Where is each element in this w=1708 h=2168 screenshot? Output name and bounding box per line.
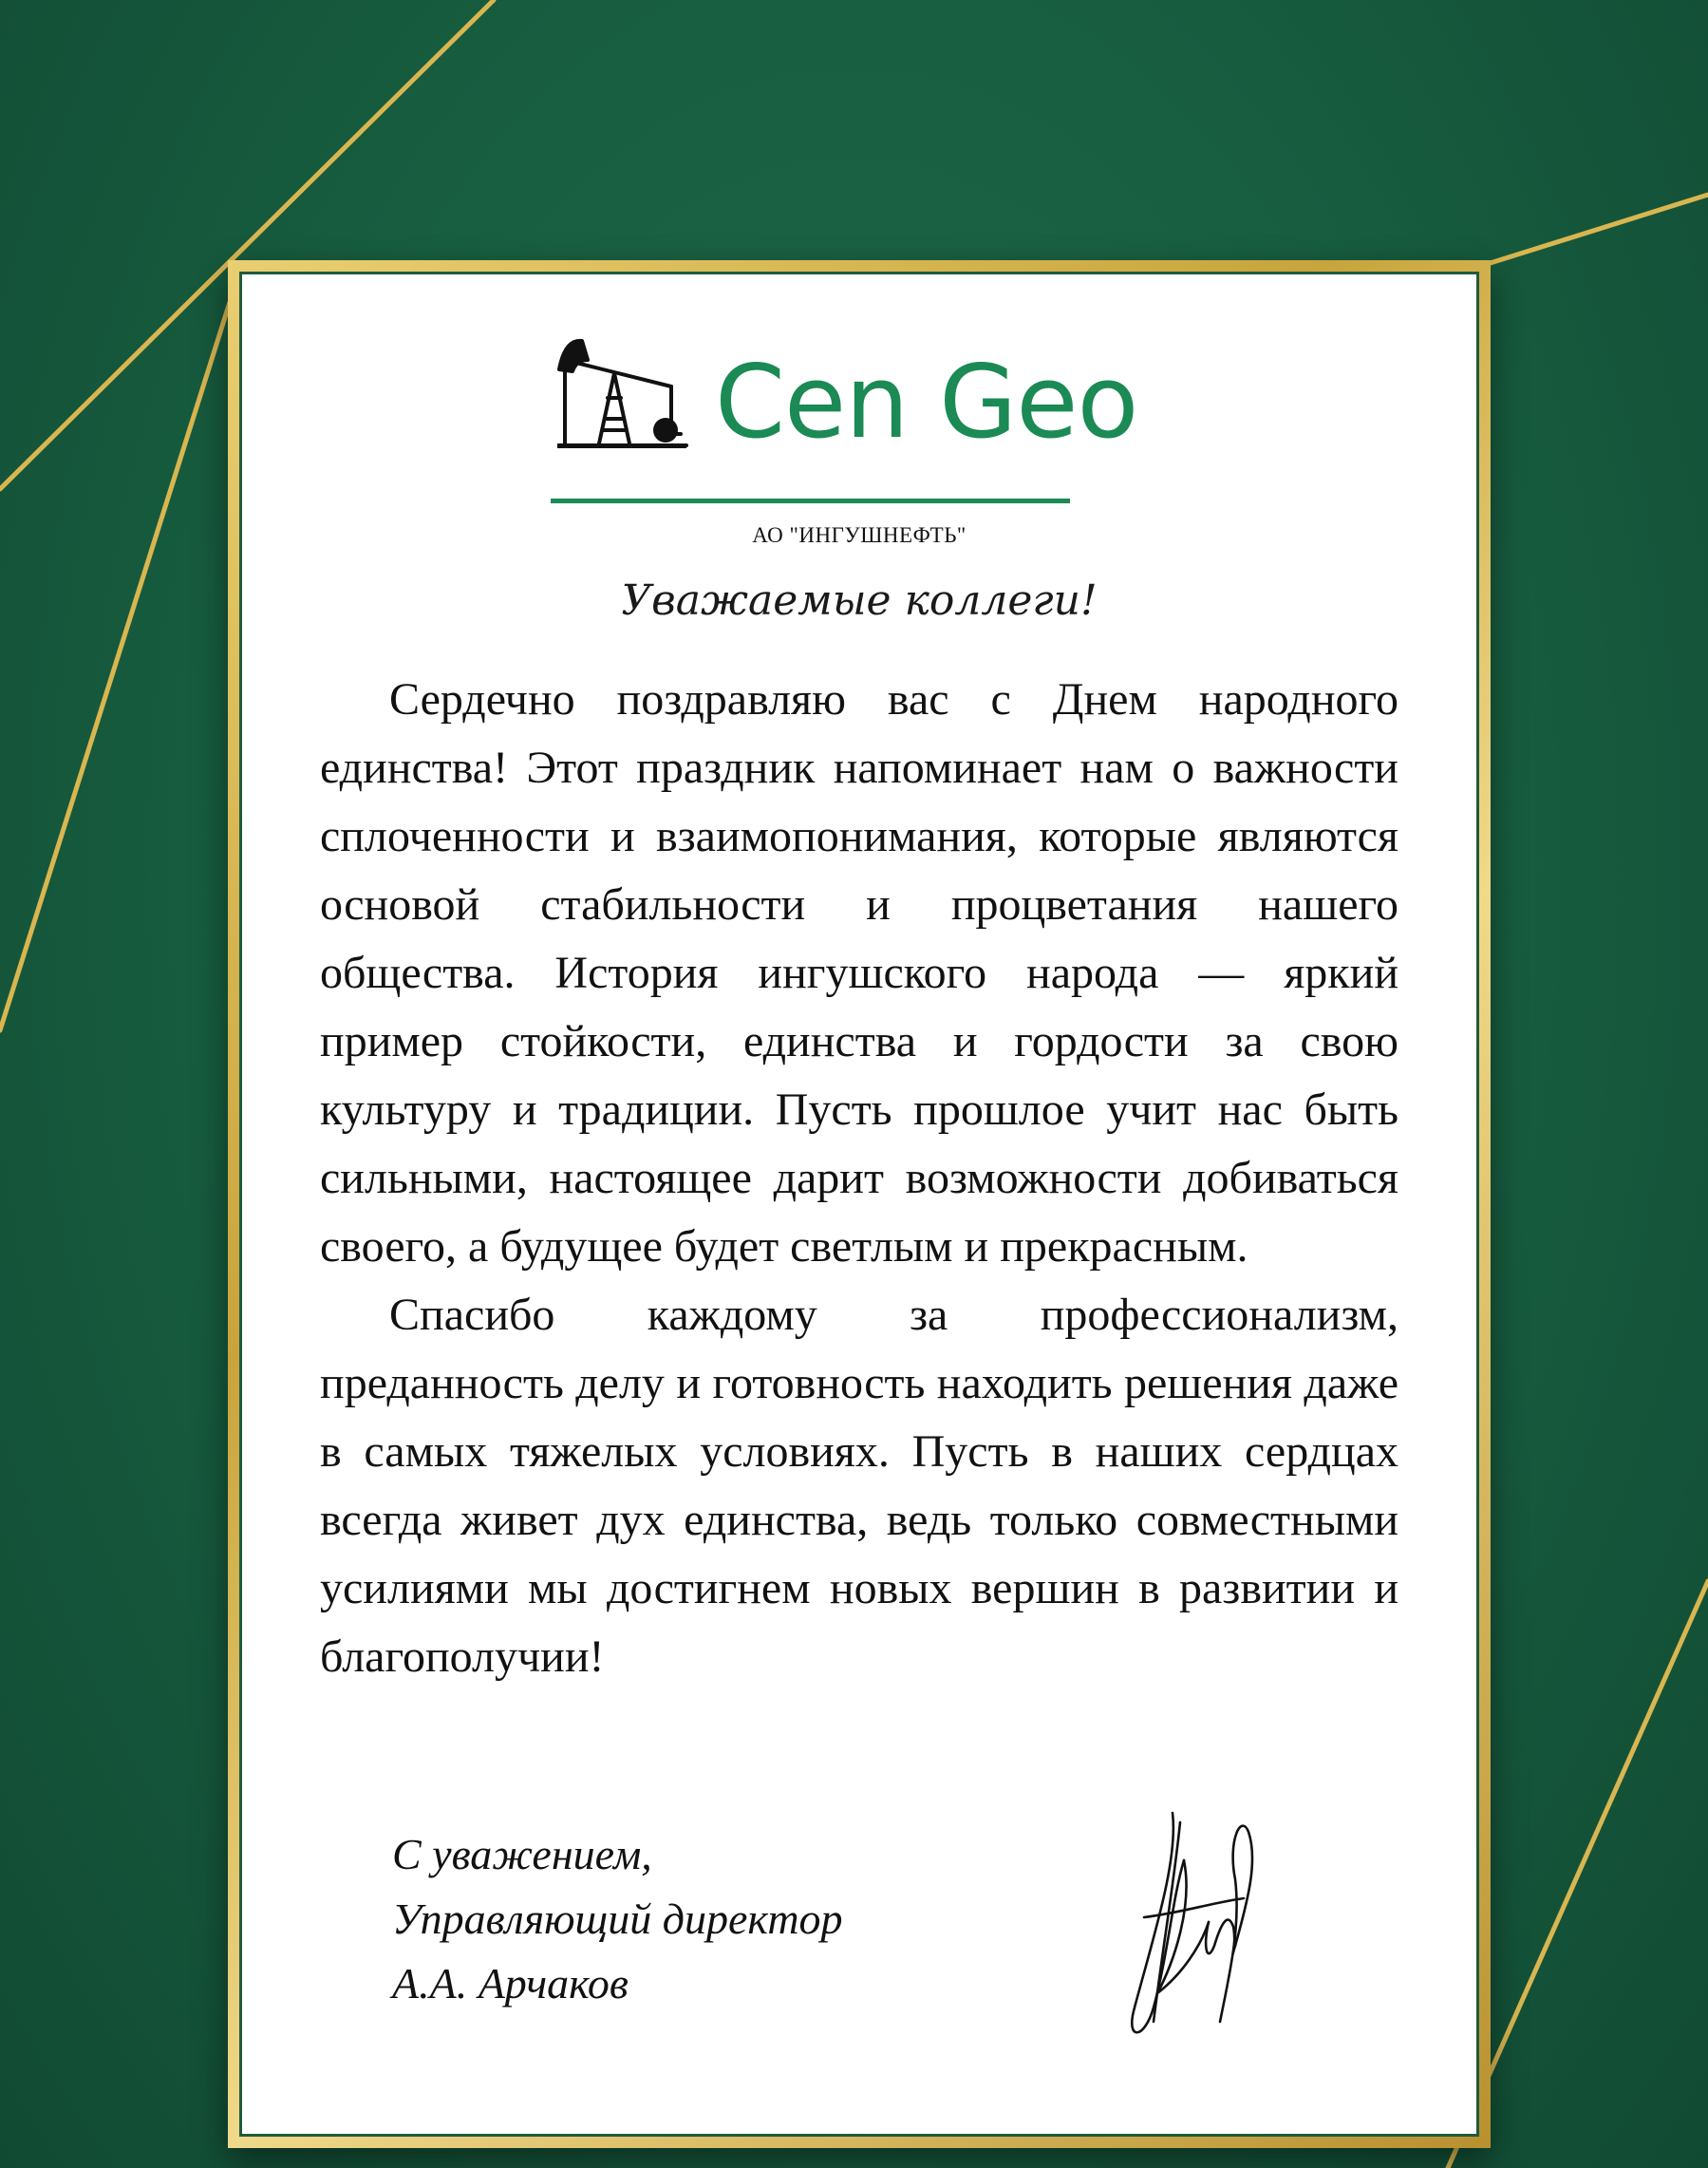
letter-body	[320, 666, 1398, 1691]
closing-block	[392, 1822, 843, 2016]
company-logo	[555, 331, 1138, 461]
oil-pumpjack-icon	[555, 331, 688, 455]
signature	[1116, 1803, 1267, 2060]
signer-position: Управляющий директор	[392, 1895, 843, 1943]
closing-regards: С уважением,	[392, 1830, 652, 1878]
brand-name: Cen Geo	[715, 344, 1138, 461]
paragraph-2: Спасибо каждому за профессионализм, преданность делу и готовность находить решения даже в самых тяжелых условиях. Пусть в наших сердцах всегда живет дух единства, ведь только совместными усилиями мы достигнем новых вершин в развитии и благополучии!	[320, 1290, 1398, 1682]
signer-name: А.А. Арчаков	[392, 1959, 629, 2008]
letter-paper	[239, 272, 1479, 2137]
company-name: АО "ИНГУШНЕФТЬ"	[752, 523, 967, 547]
paragraph-1: Сердечно поздравляю вас с Днем народного единства! Этот праздник напоминает нам о важности сплоченности и взаимопонимания, которые являются основой стабильности и процветания нашего общества. История ингушского народа — яркий пример стойкости, единства и гордости за свою культуру и традиции. Пусть прошлое учит нас быть сильными, настоящее дарит возможности добиваться своего, а будущее будет светлым и прекрасным.	[320, 674, 1398, 1272]
salutation: Уважаемые коллеги!	[621, 576, 1098, 625]
gold-frame	[228, 260, 1491, 2148]
logo-divider	[551, 499, 1070, 503]
